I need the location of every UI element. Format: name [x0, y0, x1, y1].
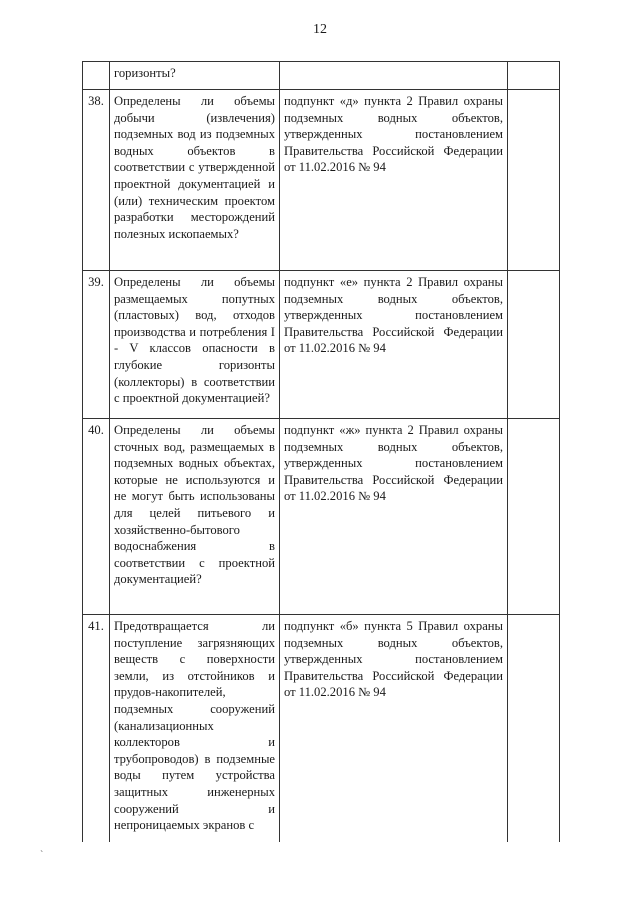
scan-speck: ` — [40, 850, 44, 861]
table-row — [83, 419, 560, 615]
reference-cell: подпункт «е» пункта 2 Правил охраны подземных водных объектов, утвержденных постановлением Правительства Российской Федерации от 11.02.2016 № 94 — [280, 271, 508, 419]
empty-cell — [508, 90, 560, 271]
empty-cell — [508, 615, 560, 843]
question-cell: горизонты? — [110, 62, 280, 90]
table-row — [83, 615, 560, 843]
empty-cell — [508, 271, 560, 419]
question-cell: Предотвращается ли поступление загрязняющих веществ с поверхности земли, из отстойников и прудов-накопителей, подземных сооружений (канализационных коллекторов и трубопроводов) в подземные воды путем устройства защитных инженерных сооружений и непроницаемых экранов с — [110, 615, 280, 843]
row-number: 40. — [83, 419, 110, 615]
reference-cell — [280, 62, 508, 90]
reference-cell: подпункт «д» пункта 2 Правил охраны подземных водных объектов, утвержденных постановлением Правительства Российской Федерации от 11.02.2016 № 94 — [280, 90, 508, 271]
reference-cell: подпункт «б» пункта 5 Правил охраны подземных водных объектов, утвержденных постановлением Правительства Российской Федерации от 11.02.2016 № 94 — [280, 615, 508, 843]
question-cell: Определены ли объемы сточных вод, размещаемых в подземных водных объектах, которые не используются и не могут быть использованы для целей питьевого и хозяйственно-бытового водоснабжения в соответствии с проектной документацией? — [110, 419, 280, 615]
reference-cell: подпункт «ж» пункта 2 Правил охраны подземных водных объектов, утвержденных постановлением Правительства Российской Федерации от 11.02.2016 № 94 — [280, 419, 508, 615]
row-number — [83, 62, 110, 90]
row-number: 41. — [83, 615, 110, 843]
requirements-table — [82, 61, 560, 842]
table-row — [83, 90, 560, 271]
question-cell: Определены ли объемы добычи (извлечения) подземных вод из подземных водных объектов в соответствии с утвержденной проектной документацией и (или) техническим проектом разработки месторождений полезных ископаемых? — [110, 90, 280, 271]
empty-cell — [508, 419, 560, 615]
table-row — [83, 62, 560, 90]
page-number: 12 — [313, 22, 327, 37]
row-number: 39. — [83, 271, 110, 419]
row-number: 38. — [83, 90, 110, 271]
table-row — [83, 271, 560, 419]
question-cell: Определены ли объемы размещаемых попутных (пластовых) вод, отходов производства и потребления I - V классов опасности в глубокие горизонты (коллекторы) в соответствии с проектной документацией? — [110, 271, 280, 419]
empty-cell — [508, 62, 560, 90]
